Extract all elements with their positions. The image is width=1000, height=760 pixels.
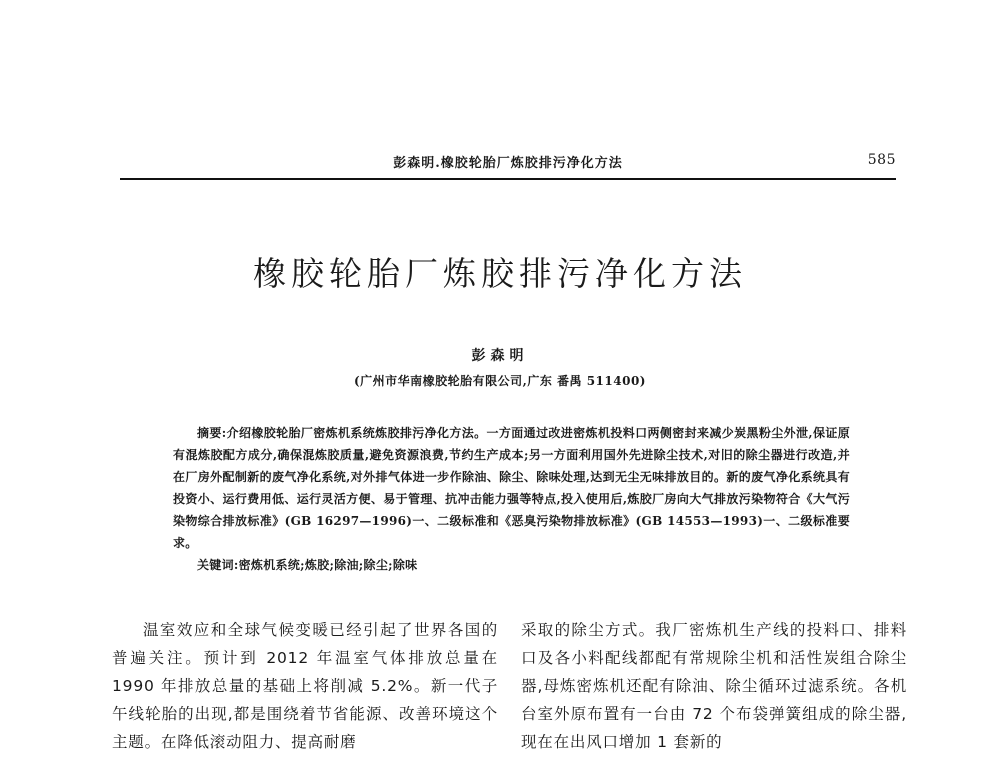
body-column-right — [521, 616, 907, 756]
running-head-title: 彭森明.橡胶轮胎厂炼胶排污净化方法 — [393, 156, 623, 171]
body-column-left — [112, 616, 498, 756]
keywords: 关键词:密炼机系统;炼胶;除油;除尘;除味 — [197, 558, 418, 572]
running-head — [120, 148, 896, 180]
author-name: 彭森明 — [471, 348, 529, 364]
author-affiliation: (广州市华南橡胶轮胎有限公司,广东 番禺 511400) — [354, 374, 646, 388]
page-number: 585 — [867, 152, 896, 168]
abstract-text: 摘要:介绍橡胶轮胎厂密炼机系统炼胶排污净化方法。一方面通过改进密炼机投料口两侧密封来减少炭黑粉尘外泄,保证原有混炼胶配方成分,确保混炼胶质量,避免资源浪费,节约生产成本;另一方面利用国外先进除尘技术,对旧的除尘器进行改造,并在厂房外配制新的废气净化系统,对外排气体进一步作除油、除尘、除味处理,达到无尘无味排放目的。新的废气净化系统具有投资小、运行费用低、运行灵活方便、易于管理、抗冲击能力强等特点,投入使用后,炼胶厂房向大气排放污染物符合《大气污染物综合排放标准》(GB 16297—1996)一、二级标准和《恶臭污染物排放标准》(GB 14553—1993)一、二级标准要求。 — [173, 426, 850, 550]
body-paragraph: 温室效应和全球气候变暖已经引起了世界各国的普遍关注。预计到 2012 年温室气体排放总量在 1990 年排放总量的基础上将削减 5.2%。新一代子午线轮胎的出现,都是围绕着节省能源、改善环境这个主题。在降低滚动阻力、提高耐磨 — [112, 621, 498, 751]
abstract-block — [173, 422, 850, 576]
body-paragraph: 采取的除尘方式。我厂密炼机生产线的投料口、排料口及各小料配线都配有常规除尘机和活性炭组合除尘器,母炼密炼机还配有除油、除尘循环过滤系统。各机台室外原布置有一台由 72 个布袋弹簧组成的除尘器,现在在出风口增加 1 套新的 — [521, 621, 907, 751]
article-title: 橡胶轮胎厂炼胶排污净化方法 — [253, 254, 747, 293]
